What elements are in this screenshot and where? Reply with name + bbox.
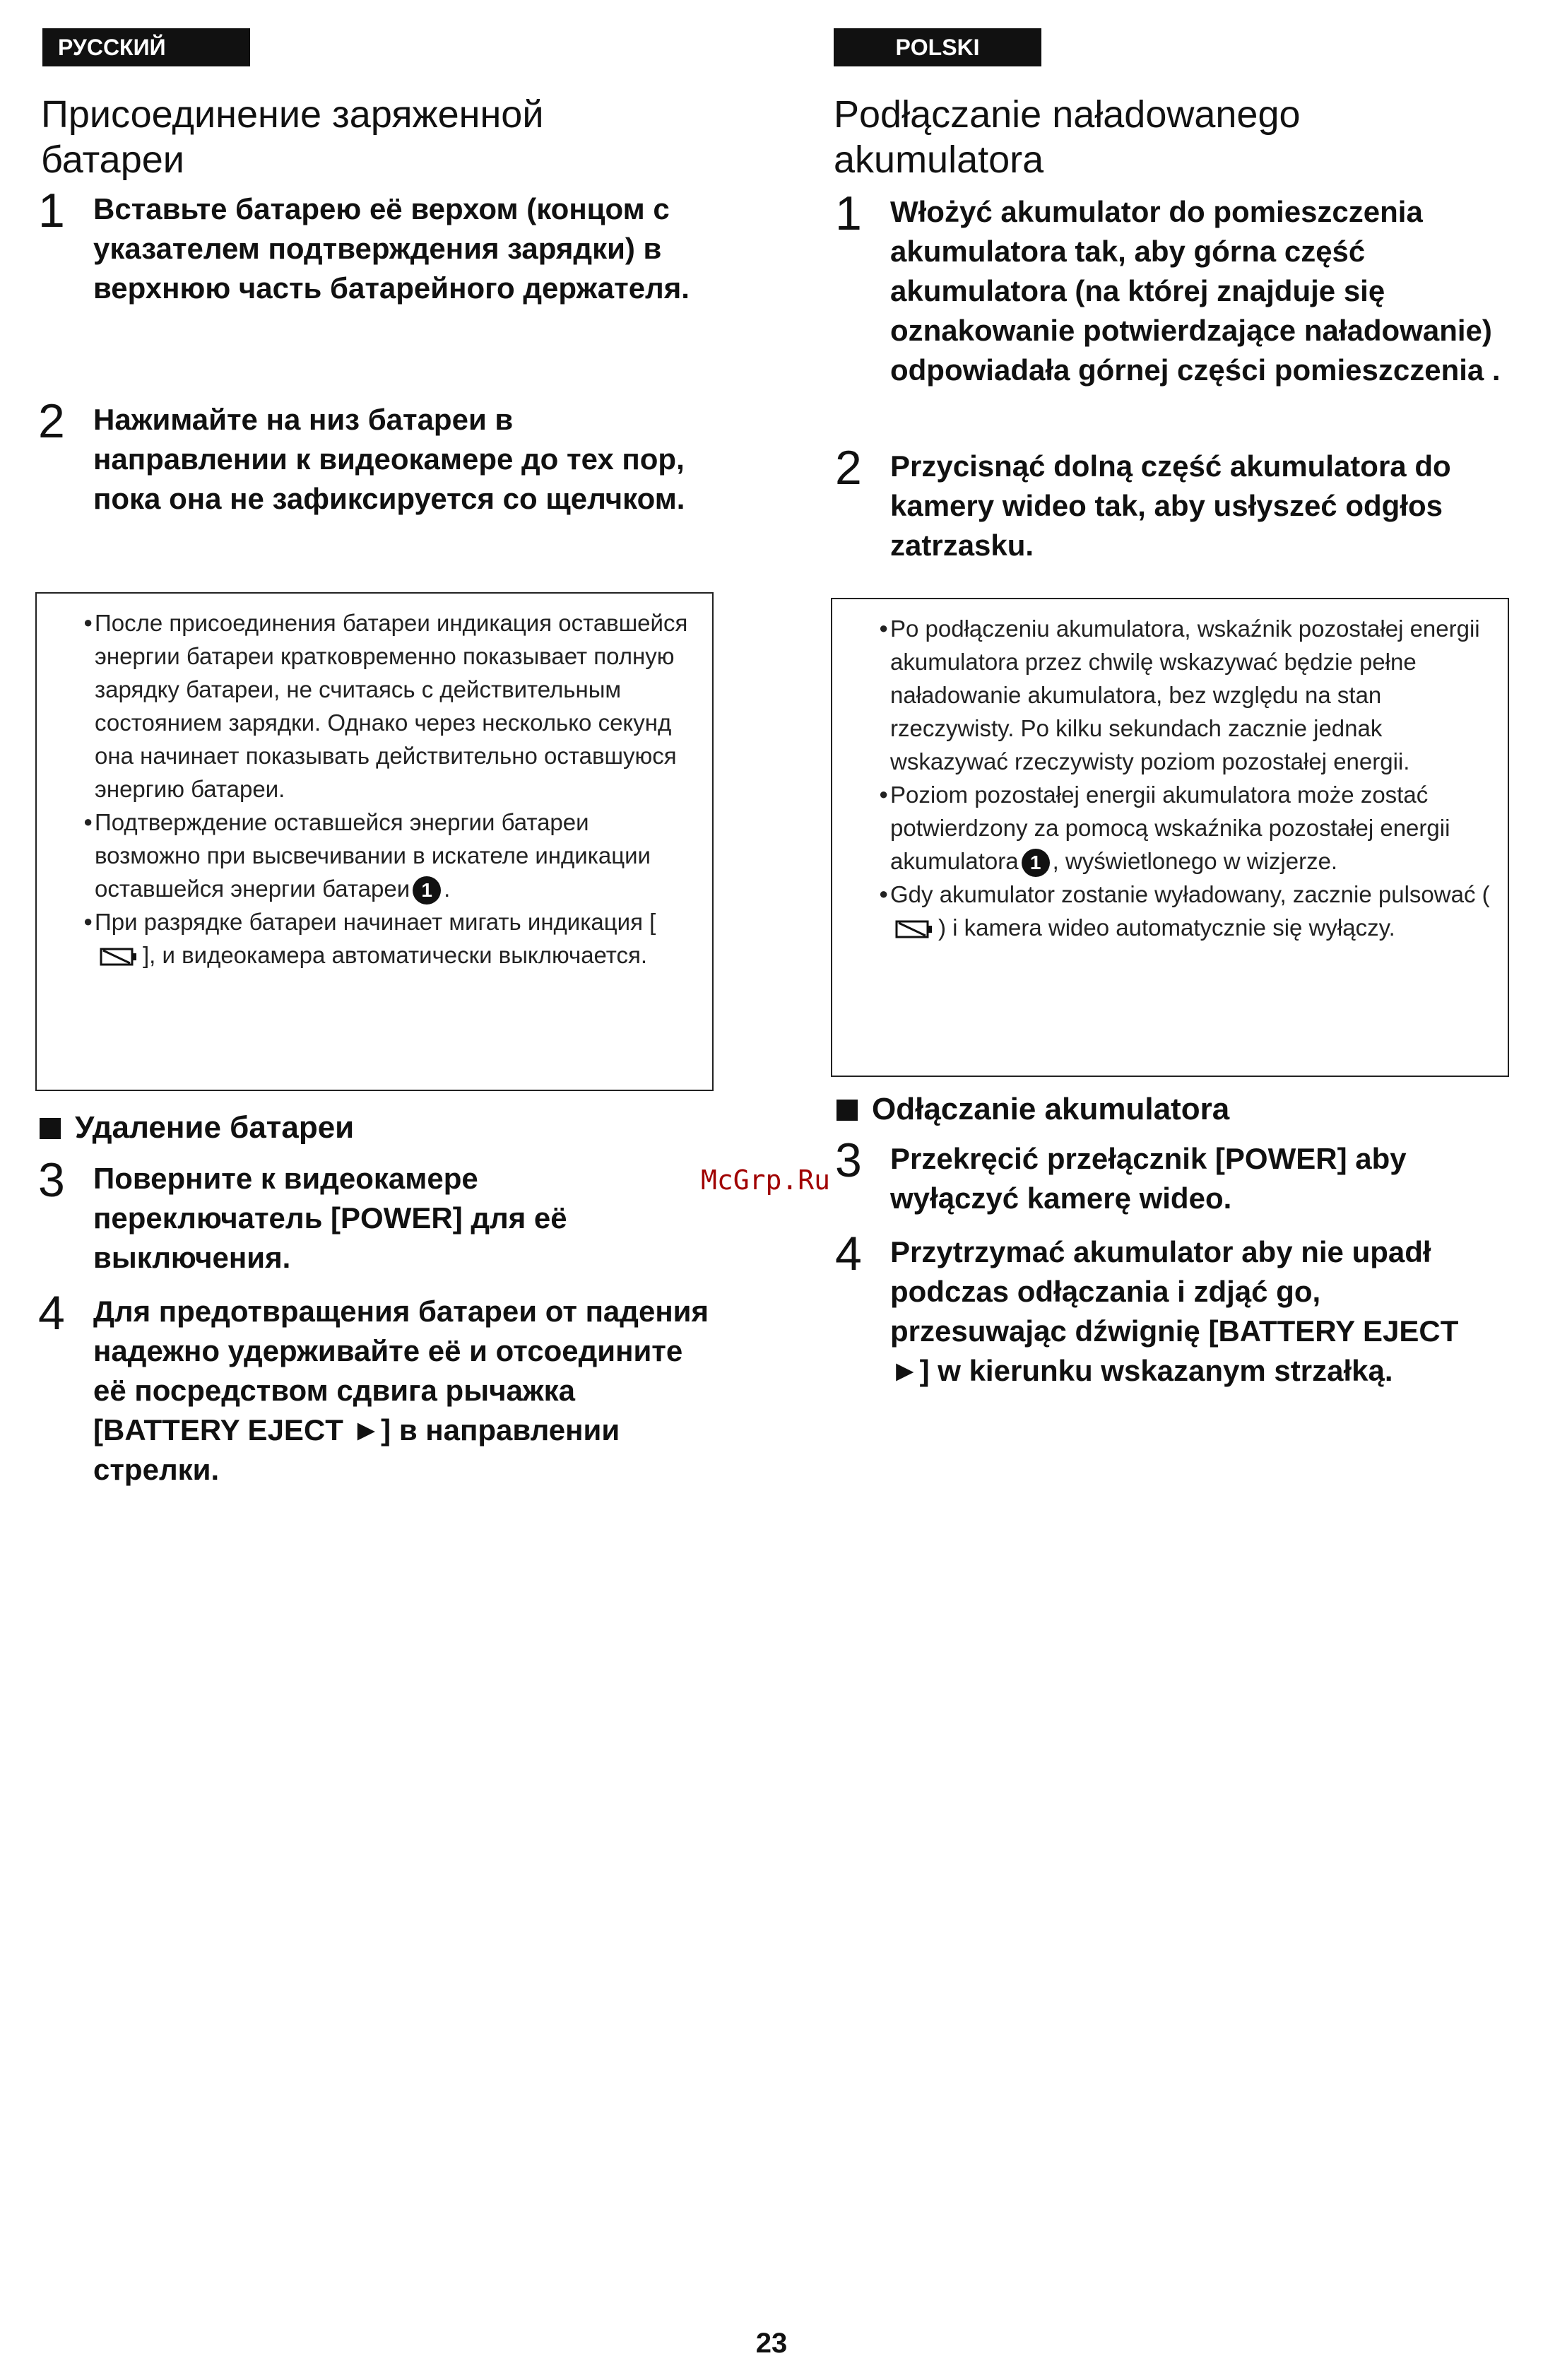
- note-item: ● Po podłączeniu akumulatora, wskaźnik pozostałej energii akumulatora przez chwilę wskazywać będzie pełne naładowanie akumulatora, bez względu na stan rzeczywisty. Po kilku sekundach zacznie jednak wskazywać rzeczywisty poziom pozostałej energii.: [890, 612, 1495, 778]
- step-number: 3: [835, 1133, 862, 1187]
- step-number: 4: [835, 1227, 862, 1280]
- step-text: Przytrzymać akumulator aby nie upadł podczas odłączania i zdjąć go, przesuwając dźwignię [BATTERY EJECT ►] w kierunku wskazanym strzałką.: [890, 1235, 1459, 1387]
- step-number: 2: [835, 441, 862, 495]
- step-3: [831, 1133, 1509, 1218]
- step-3: [34, 1153, 719, 1278]
- battery-empty-icon: [99, 945, 138, 968]
- battery-empty-icon: [894, 918, 934, 941]
- square-bullet-icon: [836, 1100, 858, 1121]
- marker-1-icon: 1: [413, 876, 441, 905]
- step-text: Вставьте батарею её верхом (концом с указателем подтверждения зарядки) в верхнюю часть батарейного держателя.: [93, 192, 690, 305]
- step-text: Поверните к видеокамере переключатель [POWER] для её выключения.: [93, 1162, 567, 1274]
- note-item: ● Подтверждение оставшейся энергии батареи возможно при высвечивании в искателе индикации оставшейся энергии батареи 1 .: [95, 806, 699, 905]
- note-item: ● После присоединения батареи индикация оставшейся энергии батареи кратковременно показывает полную зарядку батареи, не считаясь с действительным состоянием зарядки. Однако через несколько секунд она начинает показывать действительно оставшуюся энергию батареи.: [95, 606, 699, 806]
- notes-box: [35, 592, 714, 1091]
- language-tab-polish: POLSKI: [834, 28, 1041, 66]
- step-1: [831, 187, 1509, 390]
- step-number: 1: [835, 187, 862, 240]
- page-number: 23: [755, 2328, 788, 2359]
- step-number: 2: [38, 394, 65, 448]
- step-1: [34, 184, 719, 308]
- note-item: ● Poziom pozostałej energii akumulatora może zostać potwierdzony za pomocą wskaźnika pozostałej energii akumulatora 1 , wyświetlonego w wizjerze.: [890, 778, 1495, 878]
- section-heading: Podłączanie naładowanego akumulatora: [834, 93, 1301, 181]
- remove-battery-heading: Odłączanie akumulatora: [836, 1091, 1229, 1128]
- marker-1-icon: 1: [1022, 849, 1050, 877]
- section-heading: Присоединение заряженной батареи: [41, 93, 544, 181]
- step-4: [34, 1286, 719, 1490]
- step-text: Przekręcić przełącznik [POWER] aby wyłączyć kamerę wideo.: [890, 1142, 1407, 1215]
- note-item: ● При разрядке батареи начинает мигать индикация [], и видеокамера автоматически выключается.: [95, 905, 699, 972]
- step-4: [831, 1227, 1509, 1391]
- step-number: 4: [38, 1286, 65, 1340]
- language-tab-russian: РУССКИЙ ЯЗЫК: [42, 28, 250, 66]
- step-2: [34, 394, 719, 519]
- note-item: ● Gdy akumulator zostanie wyładowany, zacznie pulsować () i kamera wideo automatycznie się wyłączy.: [890, 878, 1495, 944]
- square-bullet-icon: [40, 1118, 61, 1139]
- step-text: Przycisnąć dolną część akumulatora do kamery wideo tak, aby usłyszeć odgłos zatrzasku.: [890, 449, 1451, 562]
- step-2: [831, 441, 1509, 565]
- step-text: Для предотвращения батареи от падения надежно удерживайте её и отсоедините её посредством сдвига рычажка [BATTERY EJECT ►] в направлении стрелки.: [93, 1295, 709, 1486]
- step-number: 1: [38, 184, 65, 237]
- remove-battery-heading: Удаление батареи: [40, 1109, 354, 1146]
- watermark: McGrp.Ru: [701, 1165, 831, 1196]
- step-text: Włożyć akumulator do pomieszczenia akumulatora tak, aby górna część akumulatora (na której znajduje się oznakowanie potwierdzające naładowanie) odpowiadała górnej części pomieszczenia .: [890, 195, 1501, 387]
- notes-box: [831, 598, 1509, 1077]
- step-number: 3: [38, 1153, 65, 1207]
- step-text: Нажимайте на низ батареи в направлении к видеокамере до тех пор, пока она не зафиксируется со щелчком.: [93, 403, 685, 515]
